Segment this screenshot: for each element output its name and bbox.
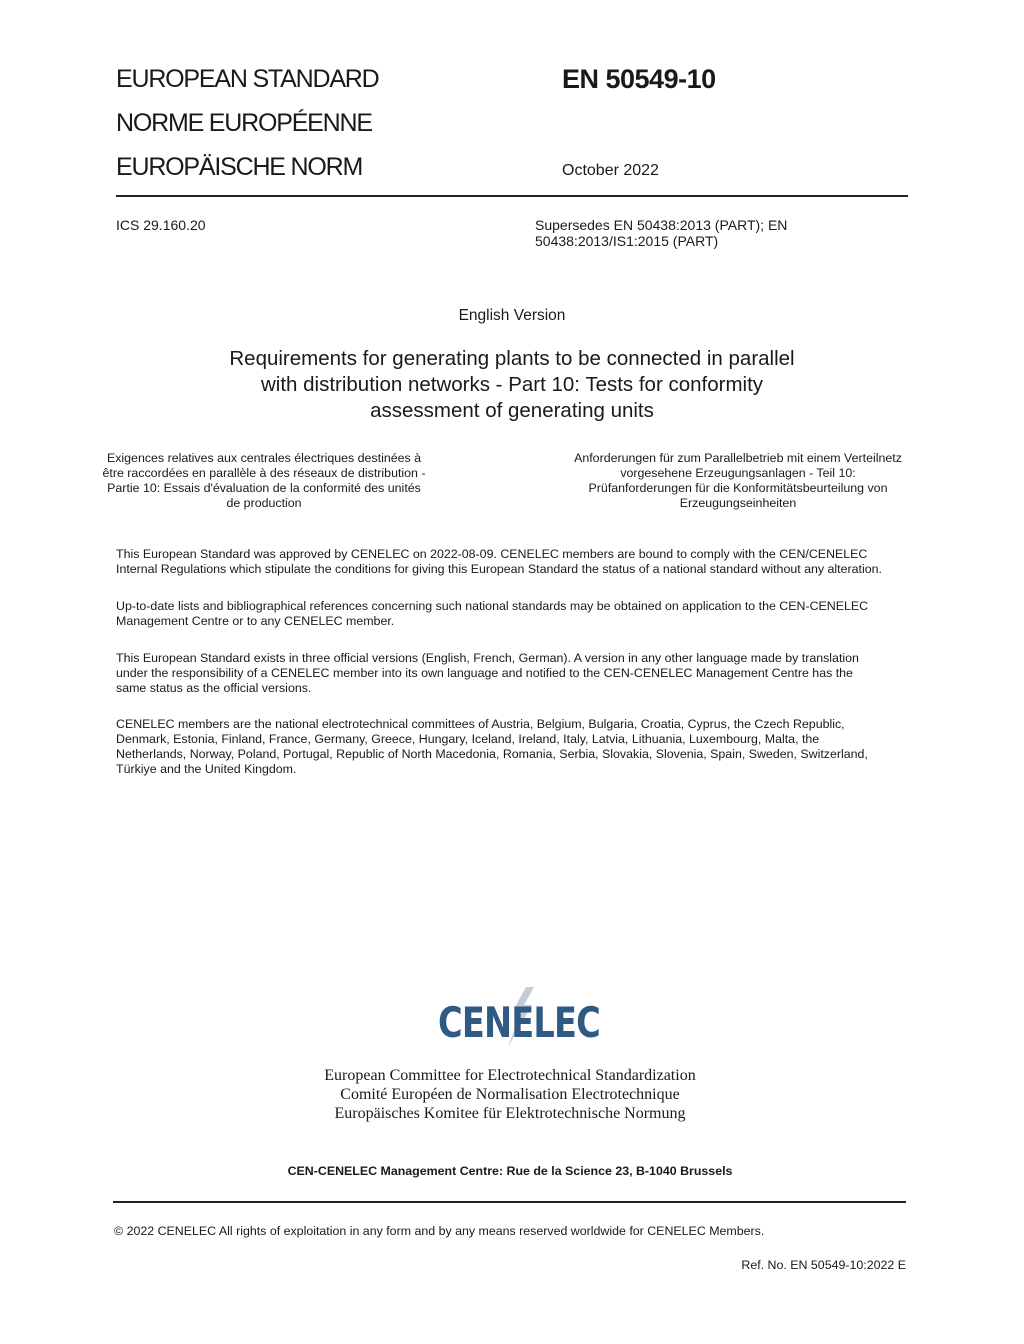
version-label: English Version — [458, 307, 566, 324]
supersedes-line-1: Supersedes EN 50438:2013 (PART); EN — [535, 217, 788, 233]
publication-date: October 2022 — [562, 162, 659, 179]
title-line: with distribution networks - Part 10: Tests for conformity — [260, 373, 764, 396]
paragraph-line: Up-to-date lists and bibliographical references concerning such national standards may be obtained on application to the CEN-CENELEC — [116, 599, 869, 613]
paragraph-line: same status as the official versions. — [116, 681, 312, 695]
paragraph-line: CENELEC members are the national electrotechnical committees of Austria, Belgium, Bulgaria, Croatia, Cyprus, the Czech Republic, — [116, 717, 845, 731]
french-title-line: Exigences relatives aux centrales électriques destinées à — [106, 451, 422, 465]
german-title — [560, 451, 916, 511]
paragraph-line: Internal Regulations which stipulate the conditions for giving this European Standard the status of a national standard without any alteration. — [116, 562, 882, 576]
german-title-line: vorgesehene Erzeugungsanlagen - Teil 10: — [620, 466, 856, 480]
logo-wordmark: CENELEC — [438, 998, 600, 1047]
title-line: assessment of generating units — [370, 399, 654, 422]
cenelec-logo — [438, 985, 604, 1049]
versions-paragraph — [116, 651, 916, 696]
copyright-notice: © 2022 CENELEC All rights of exploitation in any form and by any means reserved worldwide for CENELEC Members. — [114, 1224, 765, 1238]
management-centre-address: CEN-CENELEC Management Centre: Rue de la Science 23, B-1040 Brussels — [287, 1164, 733, 1178]
committee-name-french: Comité Européen de Normalisation Electrotechnique — [340, 1086, 680, 1103]
header-divider — [116, 195, 908, 197]
cenelec-logo-graphic — [438, 985, 604, 1049]
paragraph-line: This European Standard was approved by CENELEC on 2022-08-09. CENELEC members are bound to comply with the CEN/CENELEC — [116, 547, 868, 561]
paragraph-line: under the responsibility of a CENELEC member into its own language and notified to the CEN-CENELEC Management Centre has the — [116, 666, 853, 680]
paragraph-line: Management Centre or to any CENELEC member. — [116, 614, 395, 628]
committee-names — [0, 1066, 1020, 1123]
members-paragraph — [116, 717, 916, 777]
supersedes-line-2: 50438:2013/IS1:2015 (PART) — [535, 233, 719, 249]
header-title-german: EUROPÄISCHE NORM — [116, 153, 363, 181]
footer-divider — [113, 1201, 906, 1203]
ics-code: ICS 29.160.20 — [116, 217, 206, 233]
paragraph-line: Denmark, Estonia, Finland, France, Germany, Greece, Hungary, Iceland, Ireland, Italy, Latvia, Lithuania, Luxembourg, Malta, the — [116, 732, 820, 746]
header-title-french: NORME EUROPÉENNE — [116, 109, 372, 137]
german-title-line: Prüfanforderungen für die Konformitätsbeurteilung von — [588, 481, 888, 495]
reference-number: Ref. No. EN 50549-10:2022 E — [741, 1258, 906, 1272]
committee-name-english: European Committee for Electrotechnical Standardization — [324, 1067, 696, 1084]
references-paragraph — [116, 599, 916, 629]
german-title-line: Anforderungen für zum Parallelbetrieb mit einem Verteilnetz — [574, 451, 902, 465]
title-line: Requirements for generating plants to be connected in parallel — [229, 347, 795, 370]
paragraph-line: Netherlands, Norway, Poland, Portugal, Republic of North Macedonia, Romania, Serbia, Slovakia, Slovenia, Spain, Sweden, Switzerland, — [116, 747, 868, 761]
committee-name-german: Europäisches Komitee für Elektrotechnische Normung — [334, 1105, 686, 1122]
french-title-line: de production — [226, 496, 302, 510]
french-title — [102, 451, 426, 511]
paragraph-line: Türkiye and the United Kingdom. — [116, 762, 297, 776]
paragraph-line: This European Standard exists in three official versions (English, French, German). A version in any other language made by translation — [116, 651, 859, 665]
german-title-line: Erzeugungseinheiten — [679, 496, 797, 510]
approval-paragraph — [116, 547, 916, 577]
french-title-line: Partie 10: Essais d'évaluation de la conformité des unités — [107, 481, 421, 495]
standard-number: EN 50549-10 — [562, 64, 716, 94]
french-title-line: être raccordées en parallèle à des réseaux de distribution - — [102, 466, 426, 480]
header-title-english: EUROPEAN STANDARD — [116, 65, 379, 93]
document-title — [116, 346, 908, 424]
